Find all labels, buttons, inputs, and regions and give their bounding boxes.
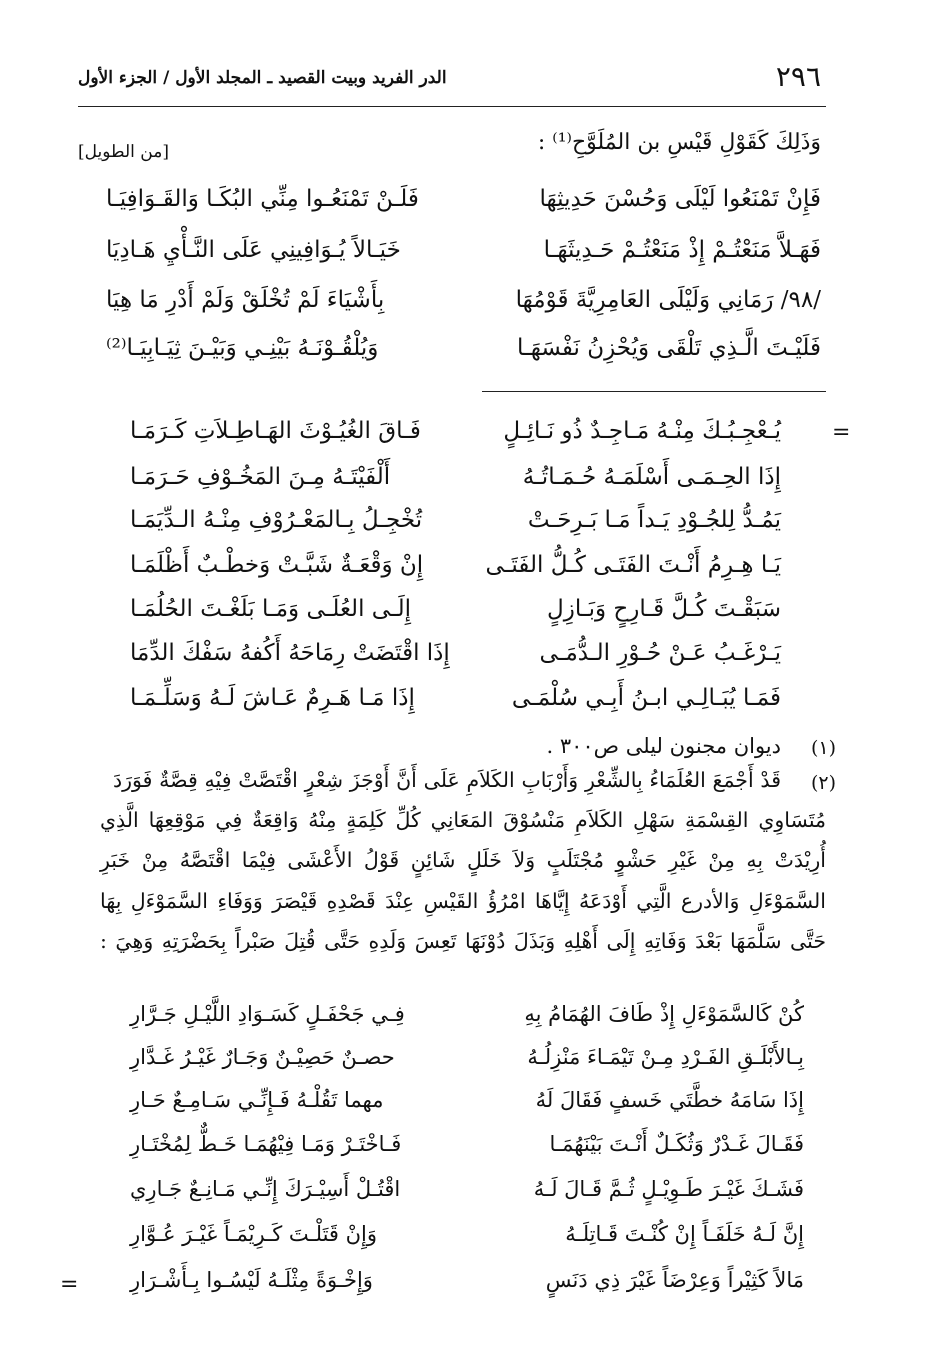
continuation-verse-first: يَـرْغَـبُ عَـنْ حُـوْرِ الـدُّمَـى — [539, 640, 781, 666]
footnote-verse-first: إِذَا سَامَهُ خطَّتَي خَسفٍ فَقَالَ لَهُ — [535, 1088, 804, 1112]
footnote-number: (٢) — [810, 772, 836, 794]
verse-second-hemistich: فَلَـنْ تَمْنَعُـوا مِنِّي البُكَـا وَالقَـوَافِيَـا — [106, 186, 419, 212]
continuation-mark: = — [60, 1272, 79, 1297]
continuation-verse-second: إِلَـى العُلَـى وَمَـا بَلَغْـتَ الحُلُمَـا — [130, 596, 412, 622]
verse-second-hemistich: بِأَشْيَاءَ لَمْ تُخْلَقْ وَلَمْ أَدْرِ مَا هِيَا — [106, 287, 385, 313]
footnote-verse-first: فَقَـالَ غَـدْرٌ وَثُكَـلٌ أَنْـتَ بَيْنَهُمَـا — [549, 1132, 804, 1156]
continuation-verse-second: أَلْفَيْتَـهُ مِـنَ المَخُـوْفِ حَـرَمَـا — [130, 464, 391, 490]
footnote-verse-second: وَإِنْ قَتَلْـتَ كَـرِيْمَـاً غَيْـرَ عُـوَّارِ — [130, 1222, 378, 1246]
footnote-verse-first: كُنْ كَالسَّمَوْءَلِ إِذْ طَافَ الهُمَامُ بِهِ — [524, 1002, 804, 1026]
footnote-paragraph-line: السَّمَوْءَلِ وَالأدرع الَّتِي أَوْدَعَهُ إِيَّاهَا امْرُؤُ القَيْسِ عِنْدَ قَصْدِهِ قَيْصَرَ وَوَفَاءِ السَّمَوْءَلِ بِهَا — [100, 889, 826, 913]
footnote-number: (١) — [810, 737, 836, 759]
footnote-separator — [482, 391, 826, 392]
footnote-verse-first: مَالاً كَثِيْراً وَعِرْضَاً غَيْرَ ذِي دَنَسٍ — [545, 1268, 804, 1292]
verse-first-hemistich: فَهَـلاَّ مَنَعْتُـمْ إِذْ مَنَعْتُـمْ حَـدِيثَهَـا — [543, 237, 821, 263]
footnote-verse-second: فَـاخْتَـرْ وَمَـا فِيْهُمَـا خَـطٌّ لِمُخْتَـارِ — [130, 1132, 402, 1156]
continuation-verse-second: فَـاقَ الغُيُـوْثَ الهَـاطِـلاَتِ كَـرَمَـا — [130, 418, 421, 444]
verse-second-hemistich: خَيَـالاً يُـوَافِينِي عَلَى النَّـأْيِ هَـادِيَا — [106, 237, 401, 263]
header-rule — [78, 106, 826, 107]
continuation-verse-first: إِذَا الحِـمَـى أَسْلَمَـهُ حُـمَـاتُـهُ — [522, 464, 781, 490]
footnote-text: ديوان مجنون ليلى ص٣٠٠ . — [546, 734, 781, 758]
poem-meter: [من الطويل] — [78, 142, 169, 162]
footnote-paragraph-line: أُرِيْدَتْ بِهِ مِنْ غَيْرِ حَشْوٍ مُجْتَلَبٍ وَلاَ خَلَلٍ شَائِنٍ قَوْلُ الأَعْشَى فِيْمَا اقْتَصَّهُ مِنْ خَبَرِ — [100, 848, 826, 872]
continuation-verse-second: تُخْجِـلُ بِـالمَعْـرُوْفِ مِنْـهُ الـدِّيَمَـا — [130, 507, 423, 533]
continuation-verse-first: يَـا هِـرِمُ أَنْـتَ الفَتَـى كُـلُّ الفَتَـى — [485, 552, 781, 578]
continuation-verse-second: إِذَا مَـا هَـرِمٌ عَـاشَ لَـهُ وَسَلِّـمَـا — [130, 685, 415, 711]
footnote-verse-second: حصـنٌ حَصِيْـنٌ وَجَـارٌ غَيْـرُ غَـدَّارِ — [130, 1045, 395, 1069]
running-title: الدر الفريد وبيت القصيد ـ المجلد الأول / الجزء الأول — [78, 68, 447, 88]
footnote-verse-first: فَشَـكَ غَيْـرَ طَـوِيْـلٍ ثُـمَّ قَـالَ لَـهُ — [533, 1177, 804, 1201]
verse-first-hemistich: فَإِنْ تَمْنَعُوا لَيْلَى وَحُسْنَ حَدِيثِهَا — [539, 186, 821, 212]
footnote-verse-first: بِـالأَبْلَـقِ الفَـرْدِ مِـنْ تَيْمَـاءَ مَنْزِلُـهُ — [527, 1045, 804, 1069]
footnote-verse-first: إِنَّ لَـهُ خَلَفَـاً إِنْ كُنْـتَ قَـاتِلَـهُ — [565, 1222, 804, 1246]
footnote-paragraph-line: حَتَّى سَلَّمَهَا بَعْدَ وَفَاتِهِ إِلَى أَهْلِهِ وَبَذَلَ دُوْنَهَا تَعِسَ وَلَدِهِ حَتَّى قُتِلَ صَبْراً بِحَضْرَتِهِ وَهِيَ : — [100, 929, 826, 953]
footnote-verse-second: وَإِخْـوَةً مِثْلَـهُ لَيْسُـوا بِـأَشْـرَارِ — [130, 1268, 373, 1292]
continuation-verse-first: سَبَقْـتَ كُـلَّ قَـارِحٍ وَبَـازِلٍ — [547, 596, 781, 622]
continuation-verse-first: يَمُـدُّ لِلجُـوْدِ يَـداً مَـا بَـرِحَـتْ — [527, 507, 781, 533]
continuation-verse-first: يُـعْجِـبُـكَ مِنْـهُ مَـاجِـدٌ ذُو نَـائِـلٍ — [503, 418, 781, 444]
continuation-verse-second: إِذَا اقْتَضَتْ رِمَاحَهُ أَكُفهُ سَفْكَ الدِّمَا — [130, 640, 450, 666]
continuation-verse-first: فَمَـا يُبَـالِـي ابـنُ أَبِـي سُلْمَـى — [511, 685, 781, 711]
verse-first-hemistich: فَلَيْـتَ الَّـذِي تَلْقَى وَيُحْزِنُ نَفْسَهَـا — [517, 335, 821, 361]
continuation-verse-second: إِنْ وَقْعَـةٌ شَبَّـتْ وَخطْـبٌ أَظْلَمَـا — [130, 552, 424, 578]
page-number: ٢٩٦ — [775, 60, 821, 93]
footnote-verse-second: اقْتُـلْ أَسِيْـرَكَ إِنِّـي مَـانِـعٌ جَـارِي — [130, 1177, 401, 1201]
footnote-verse-second: مهما تَقُلْـهُ فَـإِنِّـي سَـامِـعٌ حَـارِ — [130, 1088, 384, 1112]
verse-second-hemistich: وَيُلْقُـوْنَـهُ بَيْنِـي وَبَيْـنَ ثِيَـابِيَـا⁽²⁾ — [106, 335, 379, 361]
verse-first-hemistich: /٩٨/ رَمَانِي وَلَيْلَى العَامِرِيَّةَ قَوْمُهَا — [515, 287, 821, 313]
continuation-mark: = — [832, 420, 851, 445]
poem-intro: وَذَلِكَ كَقَوْلِ قَيْسِ بن المُلَوَّحِ⁽¹⁾ : — [537, 130, 821, 155]
footnote-verse-second: فِـي جَحْفَـلٍ كَسَـوَادِ اللَّيْـلِ جَـرَّارِ — [130, 1002, 405, 1026]
footnote-paragraph-line: مُتَسَاوِي القِسْمَةِ سَهْلِ الكَلاَمِ مَنْسُوْقَ المَعَانِي كُلِّ كَلِمَةٍ مِنْهُ وَاقِعَةٌ فِي مَوْقِعِهَا الَّذِي — [100, 808, 826, 832]
footnote-paragraph-line: قَدْ أَجْمَعَ العُلَمَاءُ بِالشِّعْرِ وَأَرْبَابِ الكَلاَمِ عَلَى أَنَّ أَوْجَزَ شِعْرٍ اقْتَصَّتْ فِيْهِ قِصَّةٌ فَوَرَدَ — [113, 768, 781, 792]
